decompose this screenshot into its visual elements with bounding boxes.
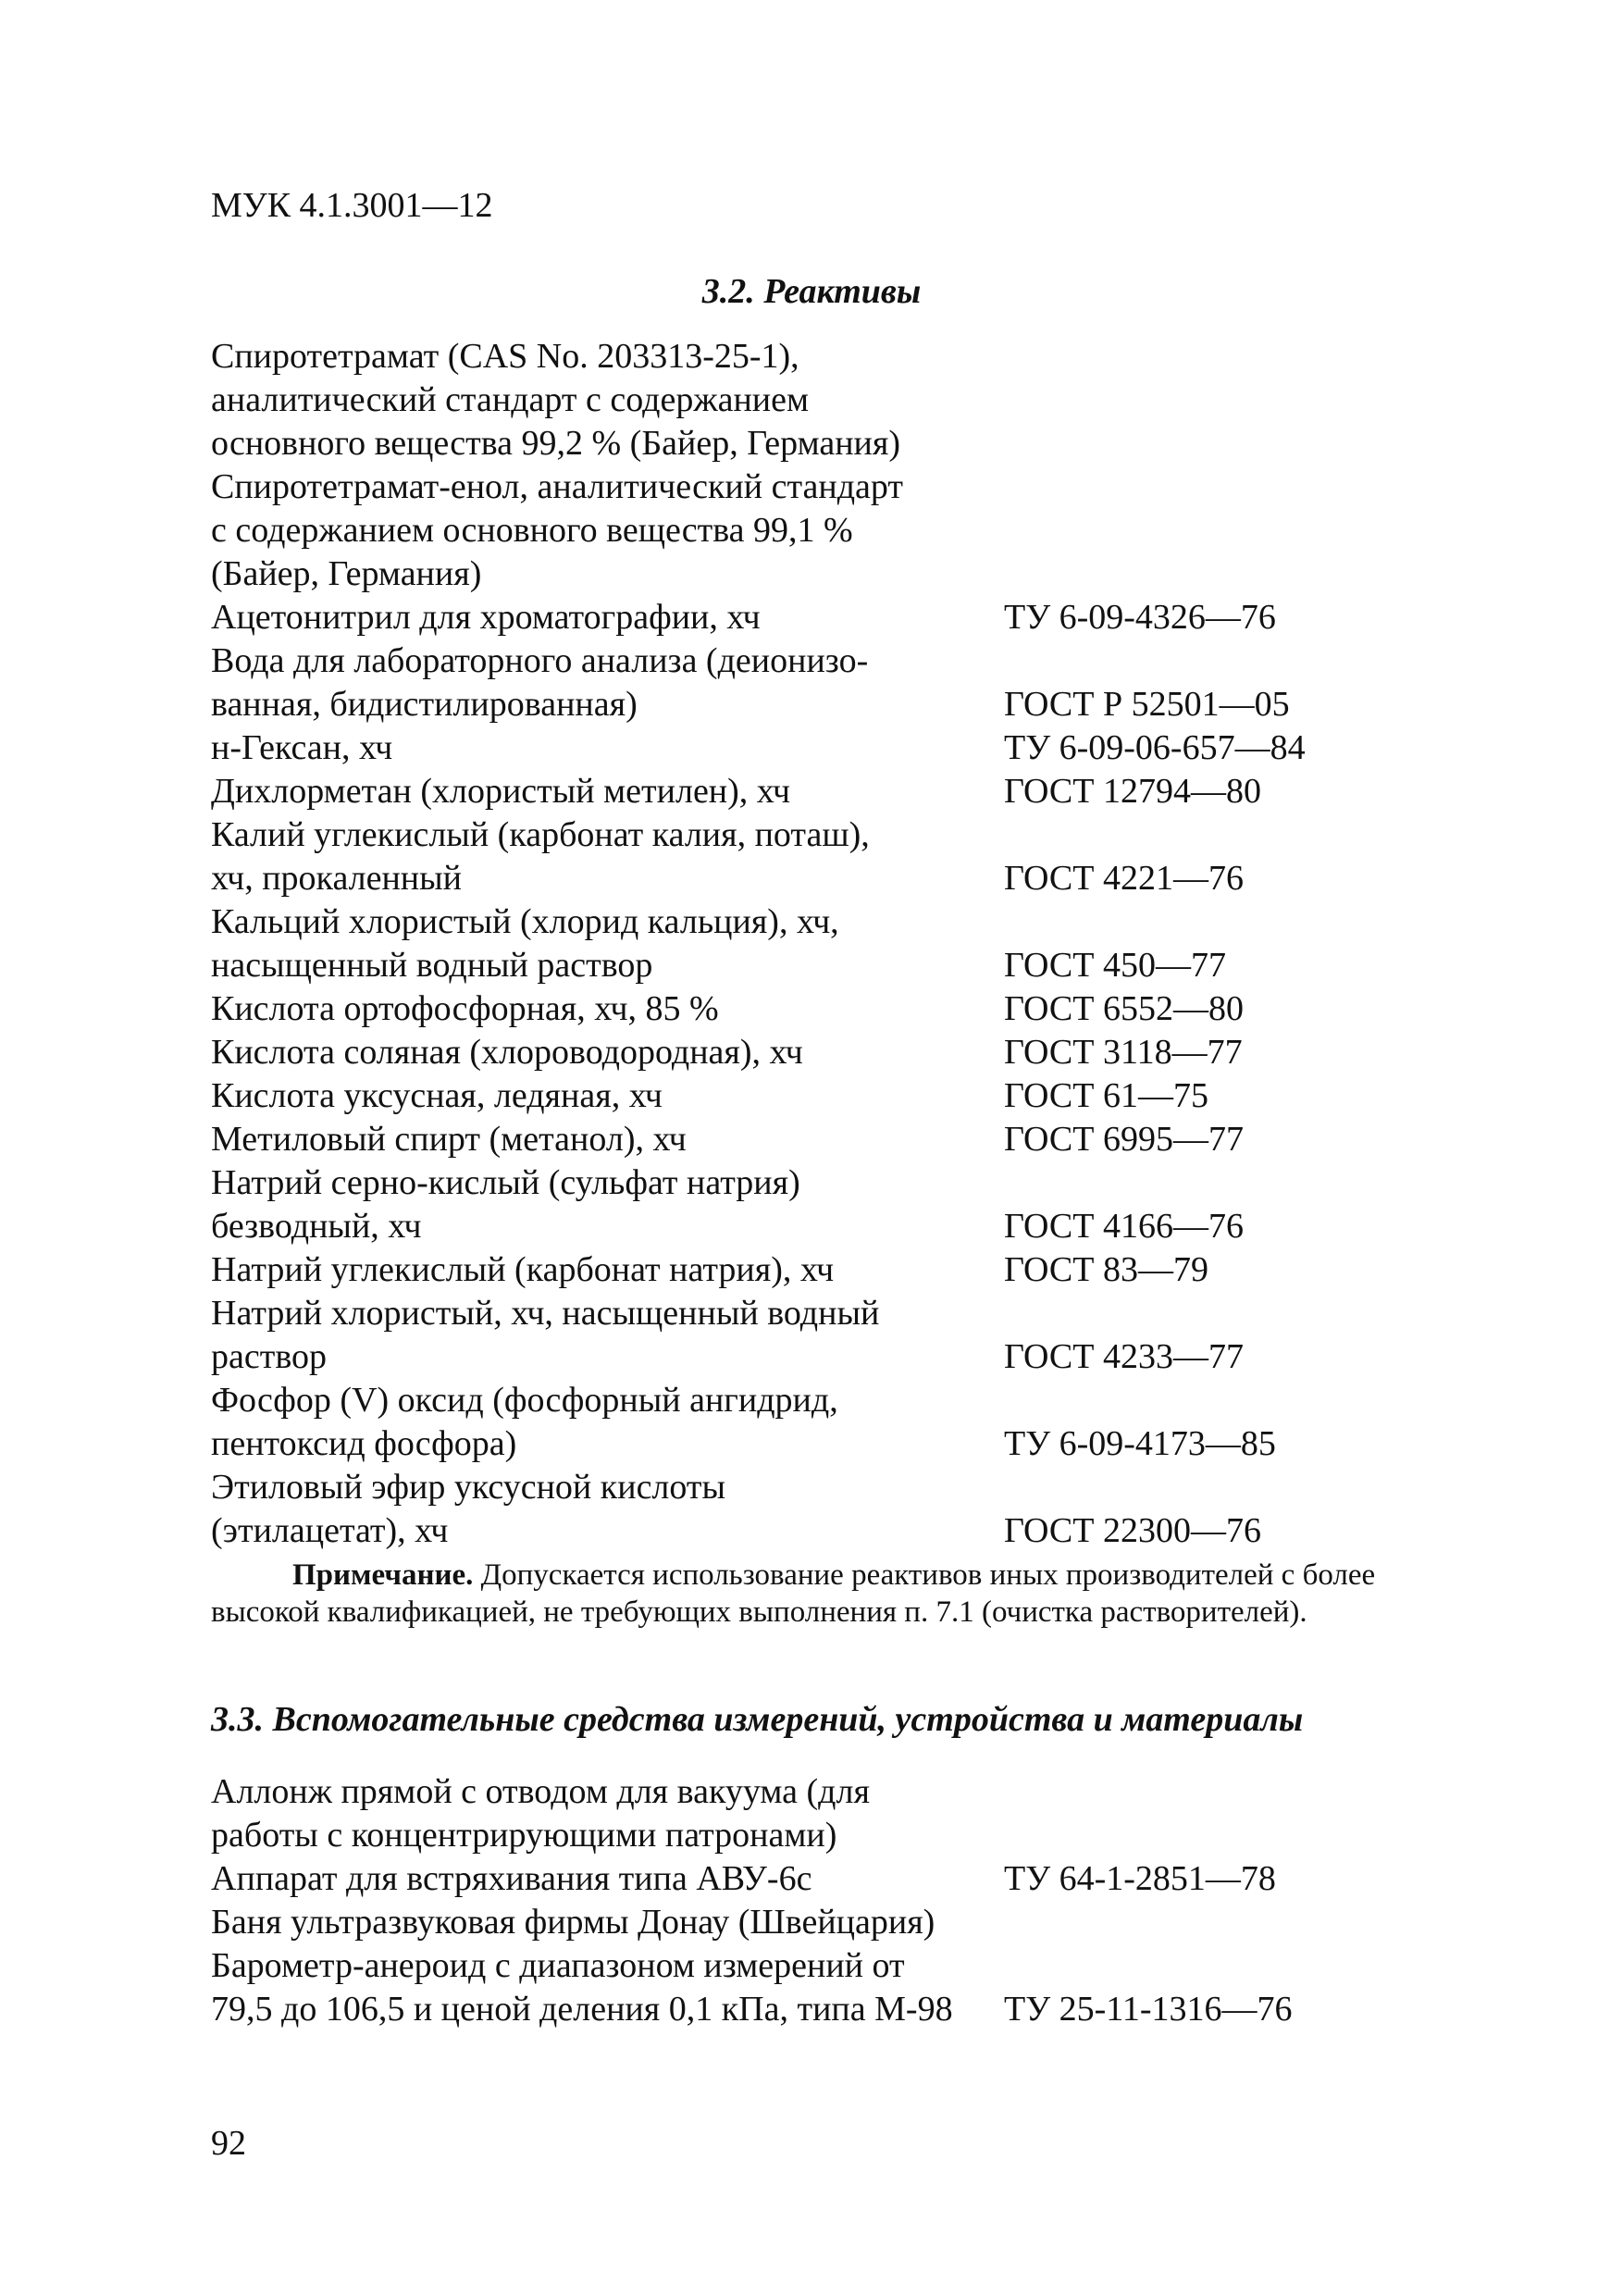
- item-standard: ГОСТ 4221—76: [1004, 859, 1244, 898]
- item-name: Метиловый спирт (метанол), хч: [211, 1120, 687, 1159]
- item-name: Этиловый эфир уксусной кислоты: [211, 1468, 726, 1507]
- note-paragraph: [211, 1557, 1419, 1631]
- list-item: [211, 639, 1460, 726]
- item-line: [211, 1074, 1460, 1118]
- list-item: [211, 596, 1460, 639]
- item-name: Натрий хлористый, хч, насыщенный водный: [211, 1294, 880, 1333]
- list-item: [211, 1074, 1460, 1118]
- item-line: [211, 596, 1460, 639]
- item-line: [211, 770, 1460, 813]
- item-name: Баня ультразвуковая фирмы Донау (Швейцария): [211, 1903, 935, 1942]
- list-item: [211, 1248, 1460, 1292]
- page-number: 92: [211, 2124, 246, 2163]
- item-name: хч, прокаленный: [211, 859, 463, 898]
- item-line: [211, 813, 1460, 857]
- item-standard: ТУ 64-1-2851—78: [1004, 1859, 1276, 1898]
- item-line: [211, 1509, 1460, 1553]
- item-name: Вода для лабораторного анализа (деионизо-: [211, 641, 869, 680]
- item-line: [211, 1205, 1460, 1248]
- item-standard: ГОСТ 6995—77: [1004, 1120, 1244, 1159]
- list-item: [211, 770, 1460, 813]
- item-line: [211, 726, 1460, 770]
- item-standard: ГОСТ Р 52501—05: [1004, 685, 1290, 724]
- item-name: Кислота уксусная, ледяная, хч: [211, 1076, 663, 1115]
- item-name: пентоксид фосфора): [211, 1424, 517, 1463]
- item-standard: ГОСТ 450—77: [1004, 946, 1226, 985]
- auxiliary-list: [211, 1770, 1460, 2031]
- item-standard: ГОСТ 6552—80: [1004, 989, 1244, 1028]
- item-name: основного вещества 99,2 % (Байер, Германия): [211, 424, 901, 463]
- item-name: Кальций хлористый (хлорид кальция), хч,: [211, 902, 839, 941]
- item-name: Аллонж прямой с отводом для вакуума (для: [211, 1772, 870, 1811]
- item-standard: ТУ 6-09-4173—85: [1004, 1424, 1276, 1463]
- item-line: [211, 1857, 1460, 1901]
- item-name: Дихлорметан (хлористый метилен), хч: [211, 772, 791, 811]
- list-item: [211, 1292, 1460, 1379]
- list-item: [211, 900, 1460, 987]
- item-line: [211, 379, 1460, 422]
- item-standard: ГОСТ 4233—77: [1004, 1337, 1244, 1376]
- item-name: Натрий углекислый (карбонат натрия), хч: [211, 1250, 835, 1289]
- note-label: Примечание.: [292, 1558, 474, 1592]
- item-standard: ТУ 6-09-4326—76: [1004, 598, 1276, 637]
- item-standard: ГОСТ 83—79: [1004, 1250, 1208, 1289]
- list-item: [211, 987, 1460, 1031]
- item-name: безводный, хч: [211, 1207, 422, 1246]
- item-line: [211, 1466, 1460, 1509]
- item-name: с содержанием основного вещества 99,1 %: [211, 511, 853, 550]
- item-line: [211, 639, 1460, 683]
- item-name: Натрий серно-кислый (сульфат натрия): [211, 1163, 800, 1202]
- item-name: насыщенный водный раствор: [211, 946, 653, 985]
- item-line: [211, 465, 1460, 509]
- item-name: Ацетонитрил для хроматографии, хч: [211, 598, 761, 637]
- item-name: раствор: [211, 1337, 328, 1376]
- item-line: [211, 857, 1460, 900]
- item-line: [211, 1944, 1460, 1988]
- item-name: (Байер, Германия): [211, 554, 482, 593]
- item-line: [211, 1161, 1460, 1205]
- list-item: [211, 726, 1460, 770]
- reagents-list: [211, 335, 1460, 1553]
- item-standard: ТУ 6-09-06-657—84: [1004, 728, 1306, 767]
- item-name: Барометр-анероид с диапазоном измерений от: [211, 1946, 905, 1985]
- item-line: [211, 552, 1460, 596]
- item-standard: ГОСТ 12794—80: [1004, 772, 1261, 811]
- item-standard: ТУ 25-11-1316—76: [1004, 1990, 1293, 2029]
- item-name: аналитический стандарт с содержанием: [211, 380, 810, 419]
- list-item: [211, 1466, 1460, 1553]
- list-item: [211, 813, 1460, 900]
- item-name: Калий углекислый (карбонат калия, поташ),: [211, 815, 870, 854]
- item-line: [211, 683, 1460, 726]
- item-name: Спиротетрамат-енол, аналитический стандарт: [211, 467, 904, 506]
- list-item: [211, 1857, 1460, 1901]
- item-line: [211, 1292, 1460, 1335]
- item-line: [211, 1901, 1460, 1944]
- item-line: [211, 1379, 1460, 1422]
- item-name: Спиротетрамат (CAS No. 203313-25-1),: [211, 337, 799, 376]
- item-name: Фосфор (V) оксид (фосфорный ангидрид,: [211, 1381, 838, 1420]
- running-header: МУК 4.1.3001—12: [211, 186, 493, 225]
- item-line: [211, 1422, 1460, 1466]
- item-line: [211, 509, 1460, 552]
- item-name: Кислота соляная (хлороводородная), хч: [211, 1033, 803, 1072]
- item-line: [211, 1988, 1460, 2031]
- item-line: [211, 1118, 1460, 1161]
- item-standard: ГОСТ 3118—77: [1004, 1033, 1243, 1072]
- item-name: Аппарат для встряхивания типа АВУ-6с: [211, 1859, 812, 1898]
- item-name: (этилацетат), хч: [211, 1511, 449, 1550]
- list-item: [211, 1770, 1460, 1857]
- item-standard: ГОСТ 22300—76: [1004, 1511, 1261, 1550]
- item-line: [211, 1770, 1460, 1814]
- item-line: [211, 944, 1460, 987]
- item-line: [211, 1031, 1460, 1074]
- item-standard: ГОСТ 4166—76: [1004, 1207, 1244, 1246]
- list-item: [211, 1901, 1460, 1944]
- item-line: [211, 1248, 1460, 1292]
- item-line: [211, 1814, 1460, 1857]
- section-heading-auxiliary: 3.3. Вспомогательные средства измерений, устройства и материалы: [211, 1700, 1304, 1739]
- note-text: Допускается использование реактивов иных производителей с более высокой квалификацией, не требующих выполнения п. 7.1 (очистка растворителей).: [211, 1558, 1376, 1629]
- list-item: [211, 335, 1460, 465]
- item-line: [211, 422, 1460, 465]
- list-item: [211, 465, 1460, 596]
- item-name: работы с концентрирующими патронами): [211, 1816, 837, 1855]
- item-name: н-Гексан, хч: [211, 728, 393, 767]
- item-line: [211, 1335, 1460, 1379]
- section-heading-reagents: 3.2. Реактивы: [701, 272, 922, 311]
- item-name: Кислота ортофосфорная, хч, 85 %: [211, 989, 719, 1028]
- item-line: [211, 900, 1460, 944]
- list-item: [211, 1118, 1460, 1161]
- item-line: [211, 335, 1460, 379]
- list-item: [211, 1944, 1460, 2031]
- item-name: ванная, бидистилированная): [211, 685, 638, 724]
- list-item: [211, 1379, 1460, 1466]
- item-name: 79,5 до 106,5 и ценой деления 0,1 кПа, типа М-98: [211, 1990, 953, 2029]
- item-standard: ГОСТ 61—75: [1004, 1076, 1208, 1115]
- list-item: [211, 1031, 1460, 1074]
- item-line: [211, 987, 1460, 1031]
- list-item: [211, 1161, 1460, 1248]
